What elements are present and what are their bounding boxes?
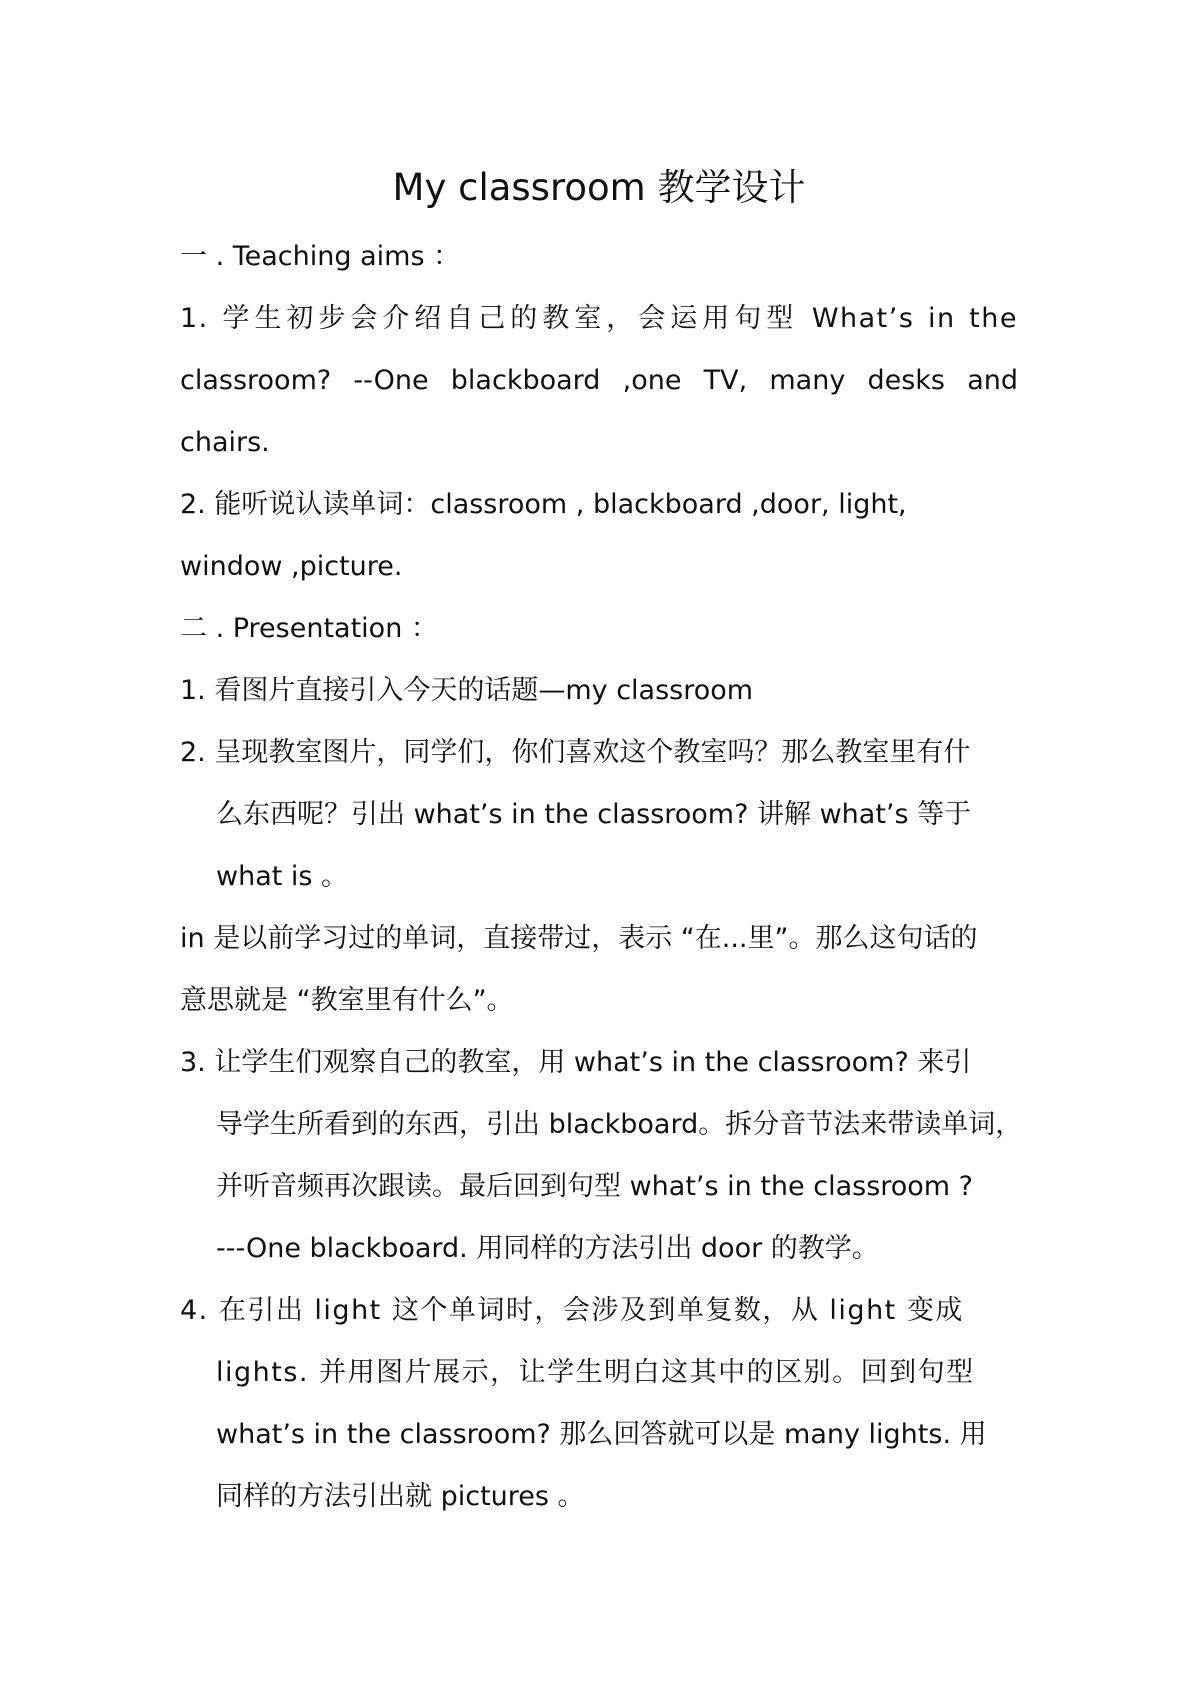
- paragraph-line: classroom? --One blackboard ,one TV, many desks and: [180, 365, 1018, 396]
- presentation-step-2: [180, 722, 1018, 908]
- paragraph-line: 导学生所看到的东西，引出 blackboard。拆分音节法来带读单词，: [216, 1109, 1023, 1140]
- paragraph-line: ---One blackboard. 用同样的方法引出 door 的教学。: [216, 1233, 879, 1264]
- paragraph-line: 么东西呢？引出 what’s in the classroom? 讲解 what’s 等于: [216, 799, 972, 830]
- paragraph-line: window ,picture.: [180, 551, 403, 582]
- document-page: [180, 150, 1023, 1528]
- page-title: My classroom 教学设计: [392, 166, 806, 209]
- paragraph-line: what is 。: [216, 861, 349, 892]
- paragraph-line: 3. 让学生们观察自己的教室，用 what’s in the classroom? 来引: [180, 1047, 972, 1078]
- presentation-step-1: [180, 660, 1018, 722]
- paragraph-line: 4. 在引出 light 这个单词时，会涉及到单复数，从 light 变成: [180, 1295, 964, 1326]
- paragraph-line: 1. 看图片直接引入今天的话题—my classroom: [180, 675, 754, 706]
- paragraph-line: 2. 能听说认读单词：classroom , blackboard ,door, light,: [180, 489, 907, 520]
- section-heading-presentation: 二 . Presentation ：: [180, 613, 438, 644]
- section-heading-teaching-aims: 一 . Teaching aims ：: [180, 241, 461, 272]
- paragraph-line: 意思就是 “教室里有什么”。: [180, 985, 514, 1016]
- paragraph-line: in 是以前学习过的单词，直接带过，表示 “在...里”。那么这句话的: [180, 923, 978, 954]
- paragraph-line: what’s in the classroom? 那么回答就可以是 many lights. 用: [216, 1419, 987, 1450]
- paragraph-line: chairs.: [180, 427, 270, 458]
- presentation-step-3: [180, 1032, 1023, 1280]
- paragraph-line: 并听音频再次跟读。最后回到句型 what’s in the classroom ?: [216, 1171, 974, 1202]
- teaching-aim-1: [180, 288, 1018, 474]
- paragraph-line: lights. 并用图片展示，让学生明白这其中的区别。回到句型: [216, 1357, 975, 1388]
- teaching-aim-2: [180, 474, 1018, 598]
- presentation-step-4: [180, 1280, 1018, 1528]
- paragraph-line: 2. 呈现教室图片，同学们，你们喜欢这个教室吗？那么教室里有什: [180, 737, 971, 768]
- paragraph-line: 同样的方法引出就 pictures 。: [216, 1481, 585, 1512]
- paragraph-line: 1. 学生初步会介绍自己的教室，会运用句型 What’s in the: [180, 303, 1018, 334]
- presentation-note: [180, 908, 1018, 1032]
